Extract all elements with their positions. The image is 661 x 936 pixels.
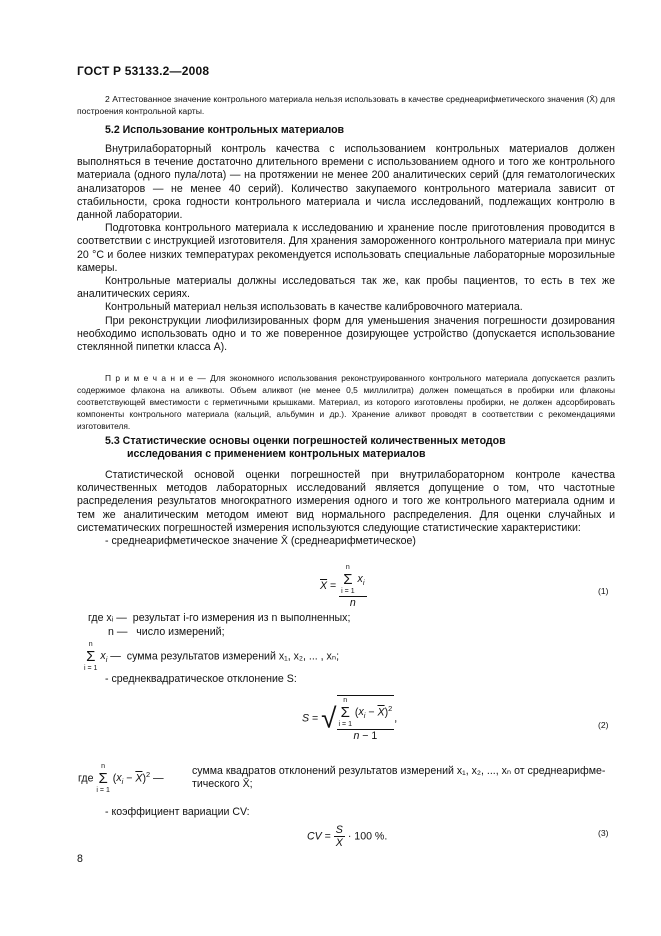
paragraph: Контрольный материал нельзя использовать в качестве калибровочного материала. xyxy=(105,301,523,314)
section-5-3-title-line2: исследования с применением контрольных материалов xyxy=(127,448,426,460)
section-5-3-title-line1: 5.3 Статистические основы оценки погрешностей количественных методов xyxy=(105,435,506,447)
list-item-mean: - среднеарифметическое значение X̄ (среднеарифметическое) xyxy=(105,535,416,548)
formula-mean: $\overline{X}$ = n Σ i = 1 $x_i$ n xyxy=(320,564,365,609)
note-text: П р и м е ч а н и е — Для экономного использования реконструированного контрольного материала допускается разлить содержимое флакона на аликвоты. Объем аликвот (не менее 0,5 миллилитра) должен помещаться в пробирки или флаконы соответствующей вместимости с герметичными крышками. Материал, из которого изготовлены пробирки, не должен адсорбировать компоненты контрольного материала (кальций, альбумин и др.). Хранение аликвот проводят в соответствии с рекомендациями изготовителя. xyxy=(77,373,615,431)
section-5-2-title: 5.2 Использование контрольных материалов xyxy=(105,124,345,136)
section-5-3-title xyxy=(105,435,506,461)
section-5-2-body xyxy=(77,143,615,354)
section-5-2-note xyxy=(77,372,615,432)
where-x-i: где xᵢ — результат i-го измерения из n выполненных; xyxy=(88,612,351,624)
list-item-cv: - коэффициент вариации CV: xyxy=(105,806,250,818)
paragraph: Внутрилабораторный контроль качества с использованием контрольных материалов должен выполняться в течение достаточно длительного времени с использованием одного и того же контрольного материала (одного пула/лота) — на протяжении не менее 200 аналитических серий (для гематологических анализаторов — не менее 40 серий). Количество закупаемого контрольного материала зависит от стабильности, срока годности контрольного материала и числа исследований, подлежащих контролю в данной лаборатории. xyxy=(77,143,615,222)
formula-1-number: (1) xyxy=(598,586,609,596)
definition-sum-squares-line2: тического X̄; xyxy=(192,778,253,790)
definition-sum: сумма результатов измерений x₁, x₂, ... , xₙ; xyxy=(126,650,340,663)
where-sum-squares: где n Σ i = 1 $(x_i - \overline{X})^2$ — xyxy=(78,763,164,794)
paragraph: Статистической основой оценки погрешностей при внутрилабораторном контроле качества количественных методов лабораторных исследований является допущение о том, что частотные распределения результатов многократного измерения одного и того же контрольного материала одним и тем же аналитическим методом имеют вид нормального распределения. Для оценки случайных и систематических погрешностей измерения используются следующие статистические характеристики: xyxy=(77,469,615,534)
note-top: 2 Аттестованное значение контрольного материала нельзя использовать в качестве среднеарифметического значения (X̄) для построения контрольной карты. xyxy=(77,94,615,116)
definition-n: число измерений; xyxy=(136,626,225,638)
formula-cv-tail: · 100 %. xyxy=(347,830,388,843)
formula-2-number: (2) xyxy=(598,720,609,730)
list-item-sd: - среднеквадратическое отклонение S: xyxy=(105,673,297,685)
definition-xi: результат i-го измерения из n выполненных; xyxy=(132,612,351,624)
formula-sd: S = √ n Σ i = 1 $(x_i - \overline{X})^2$ n − 1 , xyxy=(302,697,398,742)
page-number: 8 xyxy=(77,853,83,865)
paragraph: При реконструкции лиофилизированных форм для уменьшения значения погрешности дозирования необходимо использовать одно и то же поверенное дозирующее устройство (допускается использование стеклянной пипетки класса А). xyxy=(77,314,615,354)
paragraph: Контрольные материалы должны исследоваться так же, как пробы пациентов, то есть в тех же аналитических сериях. xyxy=(77,275,615,301)
where-sum: n Σ i = 1 $x_i$ — сумма результатов измерений x₁, x₂, ... , xₙ; xyxy=(84,641,340,672)
definition-sum-squares-line1: сумма квадратов отклонений результатов измерений x₁, x₂, ..., xₙ от среднеарифме- xyxy=(192,765,606,777)
symbol-xi: xᵢ — xyxy=(106,612,127,624)
section-5-3-body xyxy=(77,469,615,548)
symbol-n: n — xyxy=(108,626,128,638)
where-n xyxy=(108,626,225,639)
paragraph: Подготовка контрольного материала к исследованию и хранение после приготовления проводится в соответствии с инструкцией изготовителя. Для хранения замороженного контрольного материала при минус 20 °С и более низких температурах рекомендуется использовать специальные лабораторные морозильные камеры. xyxy=(77,222,615,274)
formula-cv: CV = $\frac{S}{X}$ · 100 %. xyxy=(307,824,388,849)
standard-header: ГОСТ Р 53133.2—2008 xyxy=(77,64,210,78)
formula-3-number: (3) xyxy=(598,828,609,838)
